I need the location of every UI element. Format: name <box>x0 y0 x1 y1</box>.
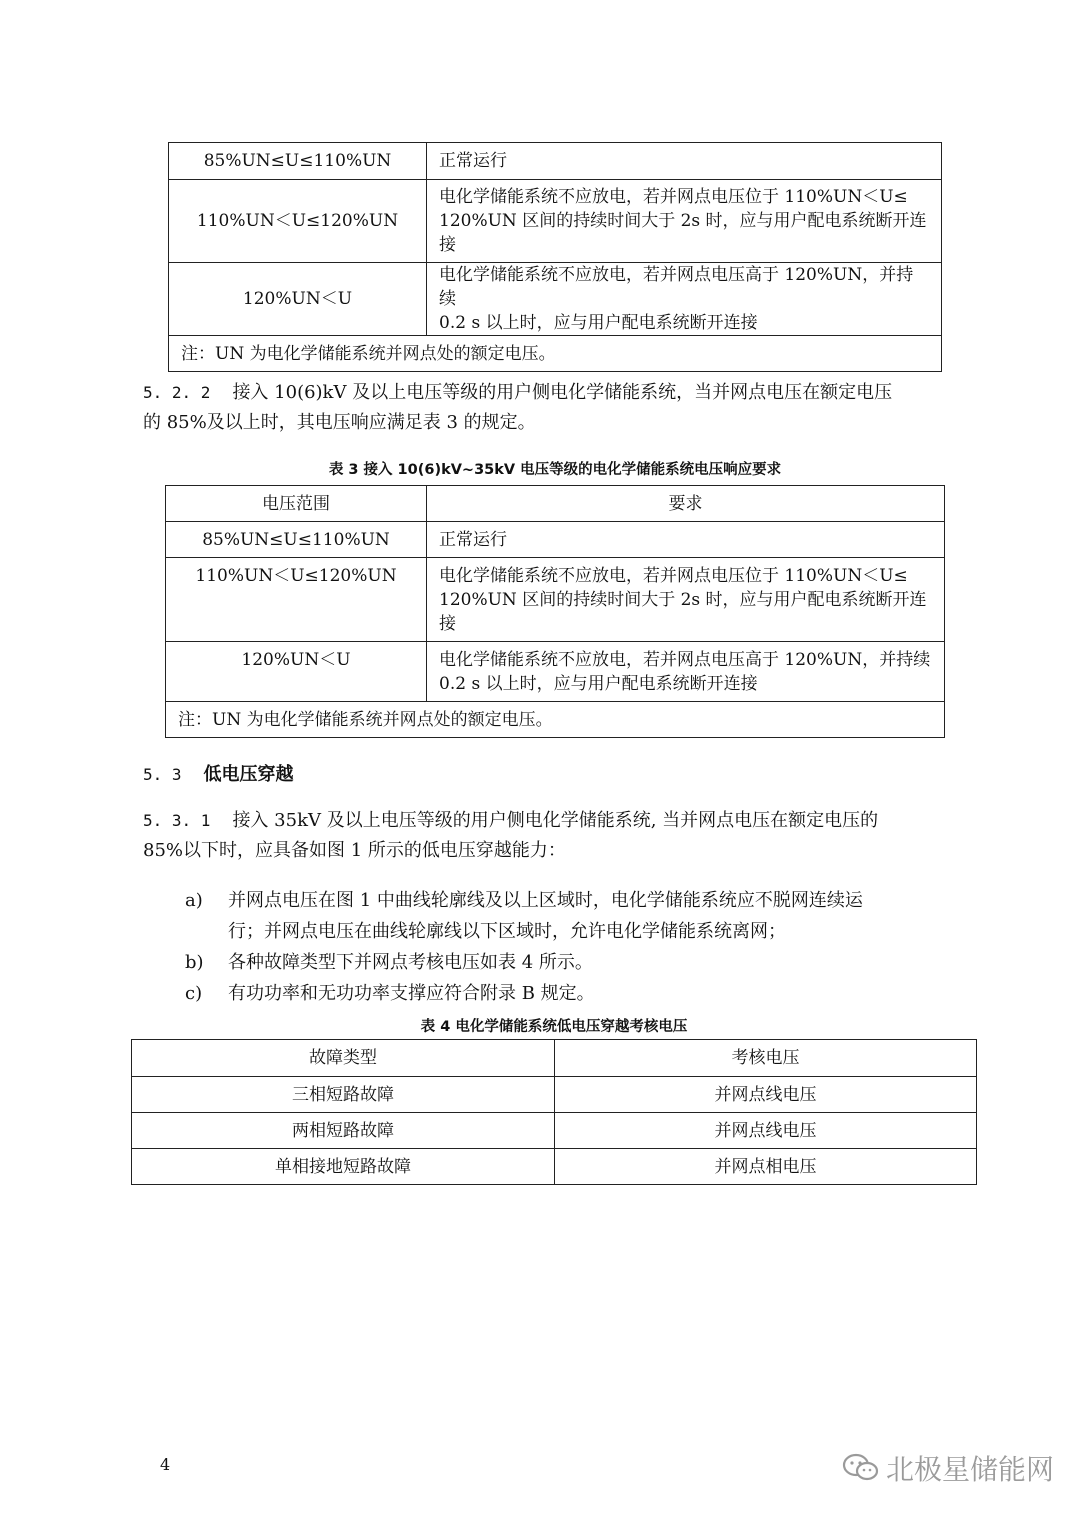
fault-type-cell: 单相接地短路故障 <box>132 1149 555 1185</box>
range-cell: 120%UN＜U <box>166 642 427 702</box>
table-row <box>132 1149 977 1185</box>
clause-text-line: 85%以下时，应具备如图 1 所示的低电压穿越能力： <box>143 840 566 861</box>
list-item: b) 各种故障类型下并网点考核电压如表 4 所示。 <box>185 947 975 978</box>
table-row <box>166 522 945 558</box>
table-4 <box>131 1039 977 1185</box>
column-header: 故障类型 <box>132 1040 555 1077</box>
list-marker: a) <box>185 890 203 911</box>
list-marker: c) <box>185 983 203 1004</box>
table-note: 注：UN 为电化学储能系统并网点处的额定电压。 <box>169 336 942 372</box>
table-row <box>166 642 945 702</box>
clause-number: 5. 3. 1 <box>143 811 211 830</box>
table-3-caption: 表 3 接入 10(6)kV~35kV 电压等级的电化学储能系统电压响应要求 <box>328 462 782 478</box>
table-row <box>169 143 942 180</box>
section-number: 5. 3 <box>143 765 182 784</box>
fault-type-cell: 两相短路故障 <box>132 1113 555 1149</box>
watermark-text: 北极星储能网 <box>886 1453 1055 1486</box>
fault-type-cell: 三相短路故障 <box>132 1077 555 1113</box>
table-note: 注：UN 为电化学储能系统并网点处的额定电压。 <box>166 702 945 738</box>
table-row <box>169 263 942 336</box>
clause-5-3-1 <box>143 806 983 866</box>
clause-5-2-2 <box>143 378 983 438</box>
wechat-icon <box>842 1452 880 1484</box>
table-3 <box>165 485 945 738</box>
clause-text-line: 的 85%及以上时，其电压响应满足表 3 的规定。 <box>143 412 536 433</box>
requirement-cell: 电化学储能系统不应放电，若并网点电压位于 110%UN＜U≤ 120%UN 区间的持续时间大于 2s 时，应与用户配电系统断开连 接 <box>427 558 945 642</box>
list-item: a) 并网点电压在图 1 中曲线轮廓线及以上区域时，电化学储能系统应不脱网连续运 行；并网点电压在曲线轮廓线以下区域时，允许电化学储能系统离网； <box>185 885 975 947</box>
table-4-caption: 表 4 电化学储能系统低电压穿越考核电压 <box>420 1019 688 1035</box>
table-header-row <box>166 486 945 522</box>
check-voltage-cell: 并网点线电压 <box>555 1077 977 1113</box>
requirement-cell: 电化学储能系统不应放电，若并网点电压位于 110%UN＜U≤ 120%UN 区间的持续时间大于 2s 时，应与用户配电系统断开连 接 <box>427 180 942 263</box>
range-cell: 110%UN＜U≤120%UN <box>166 558 427 642</box>
table-note-row <box>169 336 942 372</box>
watermark <box>842 1448 1054 1488</box>
range-cell: 110%UN＜U≤120%UN <box>169 180 427 263</box>
voltage-table-continued <box>168 142 942 372</box>
table-header-row <box>132 1040 977 1077</box>
requirement-cell: 正常运行 <box>427 522 945 558</box>
table-row <box>166 558 945 642</box>
requirement-cell: 电化学储能系统不应放电，若并网点电压高于 120%UN，并持续 0.2 s 以上时，应与用户配电系统断开连接 <box>427 642 945 702</box>
requirement-cell: 电化学储能系统不应放电，若并网点电压高于 120%UN，并持续 0.2 s 以上时，应与用户配电系统断开连接 <box>427 263 942 336</box>
check-voltage-cell: 并网点线电压 <box>555 1113 977 1149</box>
clause-text-line: 接入 35kV 及以上电压等级的用户侧电化学储能系统, 当并网点电压在额定电压的 <box>232 810 879 831</box>
range-cell: 120%UN＜U <box>169 263 427 336</box>
table-note-row <box>166 702 945 738</box>
column-header: 电压范围 <box>166 486 427 522</box>
table-row <box>132 1077 977 1113</box>
section-5-3-heading <box>143 760 294 786</box>
list-item: c) 有功功率和无功功率支撑应符合附录 B 规定。 <box>185 978 975 1009</box>
check-voltage-cell: 并网点相电压 <box>555 1149 977 1185</box>
table-row <box>169 180 942 263</box>
clause-text-line: 接入 10(6)kV 及以上电压等级的用户侧电化学储能系统，当并网点电压在额定电压 <box>232 382 893 403</box>
column-header: 要求 <box>427 486 945 522</box>
requirements-list <box>185 885 975 1009</box>
table-row <box>132 1113 977 1149</box>
clause-number: 5. 2. 2 <box>143 383 211 402</box>
range-cell: 85%UN≤U≤110%UN <box>166 522 427 558</box>
range-cell: 85%UN≤U≤110%UN <box>169 143 427 180</box>
page-number: 4 <box>160 1455 171 1474</box>
requirement-cell: 正常运行 <box>427 143 942 180</box>
list-marker: b) <box>185 952 204 973</box>
column-header: 考核电压 <box>555 1040 977 1077</box>
section-title: 低电压穿越 <box>203 764 294 785</box>
